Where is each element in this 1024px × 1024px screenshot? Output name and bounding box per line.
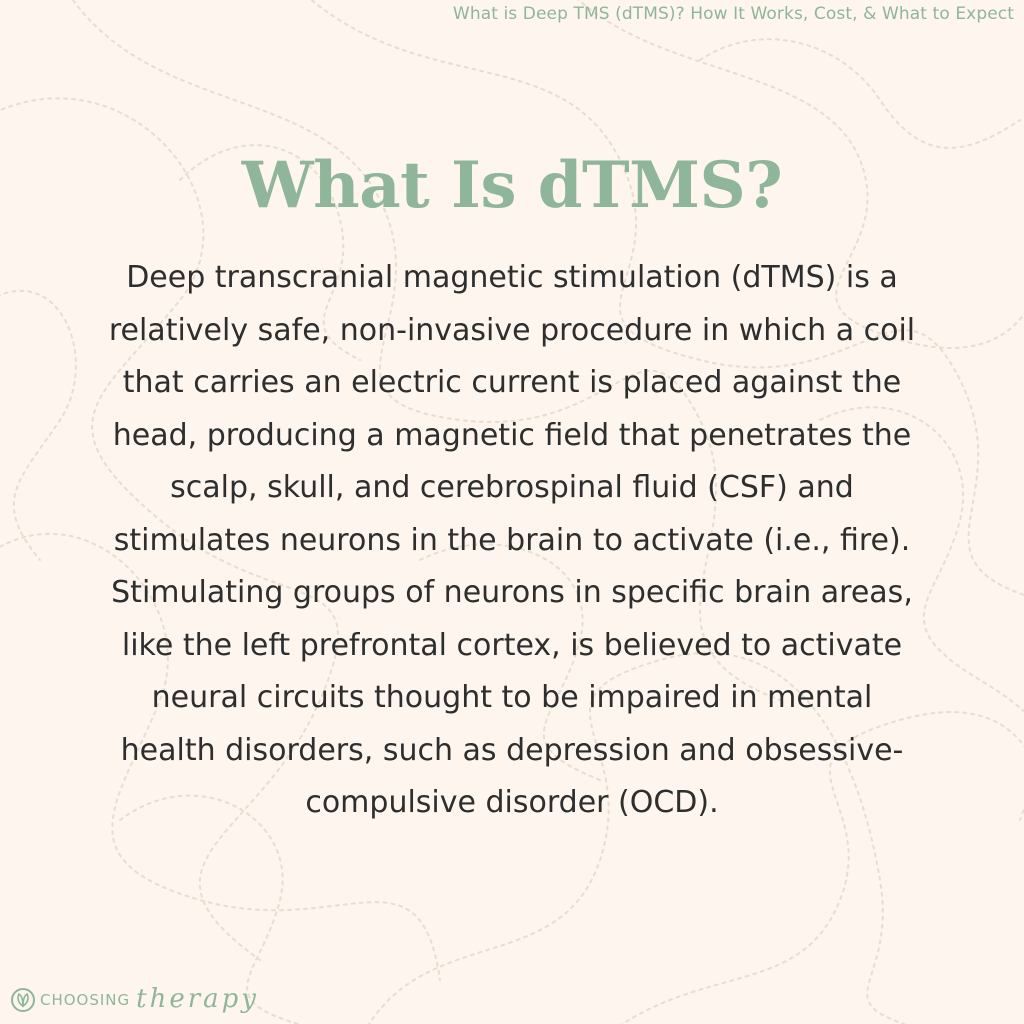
- body-paragraph: Deep transcranial magnetic stimulation (dTMS) is a relatively safe, non-invasive procedure in which a coil that carries an electric current is placed against the head, producing a magnetic field that penetrates the scalp, skull, and cerebrospinal fluid (CSF) and stimulates neurons in the brain to activate (i.e., fire). Stimulating groups of neurons in specific brain areas, like the left prefrontal cortex, is believed to activate neural circuits thought to be impaired in mental health disorders, such as depression and obsessive- compulsive disorder (OCD).: [108, 260, 916, 820]
- leaf-icon: [10, 987, 36, 1013]
- logo-word-therapy: therapy: [136, 984, 259, 1014]
- article-subtitle: What is Deep TMS (dTMS)? How It Works, Cost, & What to Expect: [452, 4, 1014, 24]
- brand-logo: [10, 982, 259, 1018]
- page-title: What Is dTMS?: [241, 148, 783, 223]
- logo-word-choosing: CHOOSING: [40, 991, 131, 1009]
